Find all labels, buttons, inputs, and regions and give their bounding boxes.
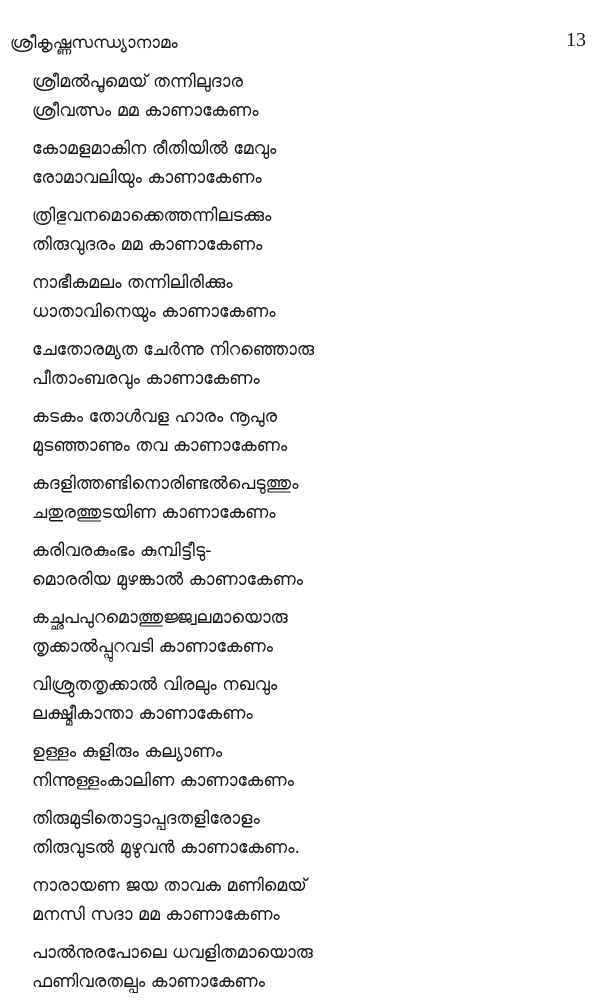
stanza: [32, 269, 580, 336]
verse-line: ചേതോരമ്യത ചേർന്നു നിറഞ്ഞൊരു: [32, 340, 315, 360]
verse-line: മനസി സദാ മമ കാണാകേണം: [32, 905, 280, 925]
verse-line: തൃക്കാൽപ്പുറവടി കാണാകേണം: [32, 637, 274, 657]
page-number: 13: [566, 29, 586, 51]
stanza: [32, 336, 580, 403]
stanza: [32, 68, 580, 135]
stanza: [32, 604, 580, 671]
verse-line: തിരുവുദരം മമ കാണാകേണം: [32, 235, 263, 255]
verse-line: മുടഞ്ഞാണും തവ കാണാകേണം: [32, 436, 288, 456]
verse-line: കച്ഛപപുറമൊത്തുജ്ജ്വലമായൊരു: [32, 608, 288, 628]
verse-line: മൊരരിയ മുഴങ്കാൽ കാണാകേണം: [32, 570, 303, 590]
verse-line: തിരുമുടിതൊട്ടാപ്പദതളിരോളം: [32, 809, 260, 829]
verse-line: ശ്രീമൽപൂമെയ് തന്നിലുദാര: [32, 72, 243, 92]
verse-line: നാഭീകമലം തന്നിലിരിക്കും: [32, 273, 233, 293]
verse-line: ലക്ഷ്മീകാന്താ കാണാകേണം: [32, 704, 253, 724]
stanza: [32, 872, 580, 939]
stanza: [32, 939, 580, 1006]
verse-block: [32, 68, 580, 1006]
verse-line: നാരായണ ജയ താവക മണിമെയ്: [32, 876, 307, 896]
verse-line: വിശ്രുതതൃക്കാൽ വിരലും നഖവും: [32, 675, 278, 695]
stanza: [32, 805, 580, 872]
verse-line: ചതുരത്തുടയിണ കാണാകേണം: [32, 503, 276, 523]
verse-line: കോമളമാകിന രീതിയിൽ മേവും: [32, 139, 277, 159]
stanza: [32, 202, 580, 269]
verse-line: ധാതാവിനെയും കാണാകേണം: [32, 302, 276, 322]
verse-line: തിരുവുടൽ മുഴുവൻ കാണാകേണം.: [32, 838, 301, 858]
stanza: [32, 537, 580, 604]
verse-line: കദളിത്തണ്ടിനൊരിണ്ടൽപെടുത്തും: [32, 474, 299, 494]
verse-line: ശ്രീവത്സം മമ കാണാകേണം: [32, 101, 259, 121]
verse-line: ഫണിവരതല്പം കാണാകേണം: [32, 972, 265, 992]
verse-line: നിന്നുള്ളംകാലിണ കാണാകേണം: [32, 771, 294, 791]
stanza: [32, 738, 580, 805]
stanza: [32, 470, 580, 537]
verse-line: പാൽനുരപോലെ ധവളിതമായൊരു: [32, 943, 313, 963]
verse-line: ത്രിഭുവനമൊക്കെത്തന്നിലടക്കും: [32, 206, 272, 226]
stanza: [32, 135, 580, 202]
verse-line: പീതാംബരവും കാണാകേണം: [32, 369, 260, 389]
stanza: [32, 671, 580, 738]
verse-line: രോമാവലിയും കാണാകേണം: [32, 168, 262, 188]
verse-line: ഉള്ളം കുളിരും കല്യാണം: [32, 742, 223, 762]
running-head: ശ്രീകൃഷ്ണസന്ധ്യാനാമം: [10, 33, 178, 53]
verse-line: കരിവരകുംഭം കുമ്പിട്ടീടു-: [32, 541, 212, 561]
verse-line: കടകം തോൾവള ഹാരം നൂപുര: [32, 407, 278, 427]
stanza: [32, 403, 580, 470]
